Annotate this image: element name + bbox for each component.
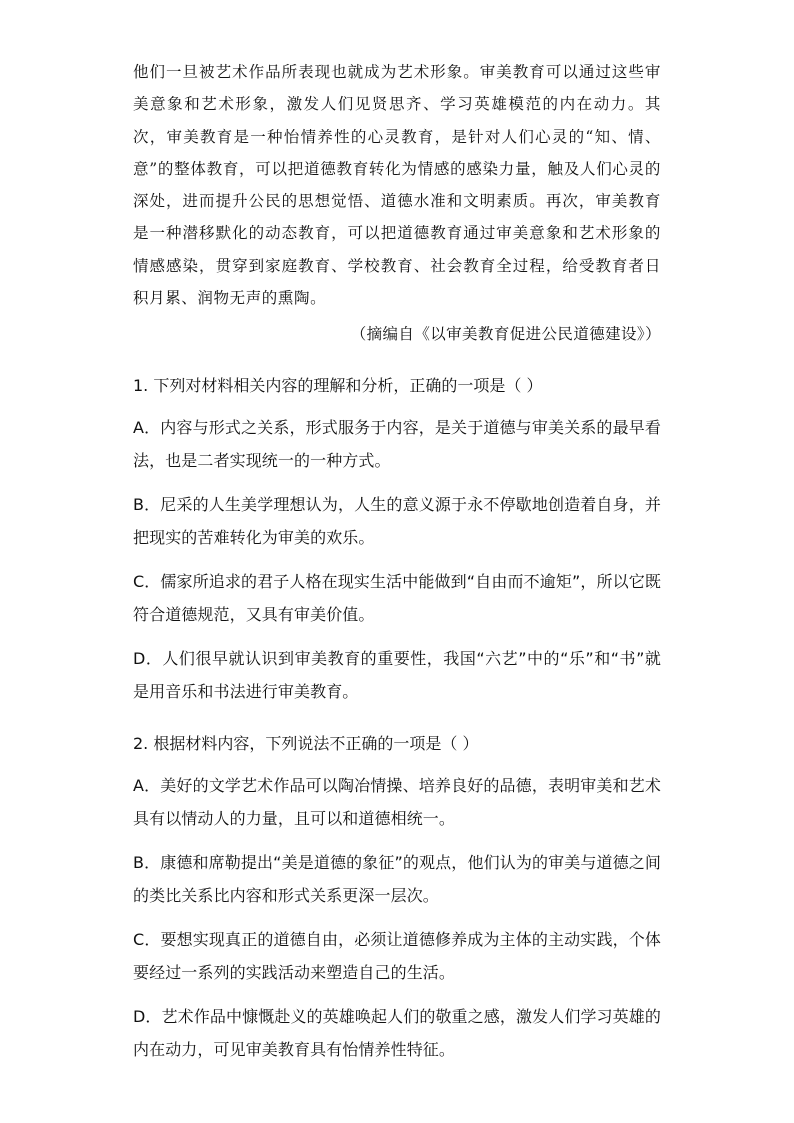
option-b: B．康德和席勒提出“美是道德的象征”的观点，他们认为的审美与道德之间的类比关系比内容和形式关系更深一层次。 [133, 853, 661, 905]
question-1 [133, 370, 661, 708]
option-c: C．儒家所追求的君子人格在现实生活中能做到“自由而不逾矩”，所以它既符合道德规范，又具有审美价值。 [133, 572, 661, 624]
passage-source: （摘编自《以审美教育促进公民道德建设》） [350, 325, 661, 344]
question-2 [133, 728, 661, 1066]
option-b: B．尼采的人生美学理想认为，人生的意义源于永不停歇地创造着自身，并把现实的苦难转化为审美的欢乐。 [133, 495, 661, 547]
option-c: C．要想实现真正的道德自由，必须让道德修养成为主体的主动实践，个体要经过一系列的实践活动来塑造自己的生活。 [133, 930, 661, 982]
option-a: A．内容与形式之关系，形式服务于内容，是关于道德与审美关系的最早看法，也是二者实现统一的一种方式。 [133, 418, 661, 470]
option-d: D．艺术作品中慷慨赴义的英雄唤起人们的敬重之感，激发人们学习英雄的内在动力，可见审美教育具有怡情养性特征。 [133, 1007, 661, 1059]
question-stem: 2. 根据材料内容，下列说法不正确的一项是（ ） [133, 734, 479, 754]
option-d: D．人们很早就认识到审美教育的重要性，我国“六艺”中的“乐”和“书”就是用音乐和书法进行审美教育。 [133, 649, 661, 701]
question-stem: 1. 下列对材料相关内容的理解和分析，正确的一项是（ ） [133, 376, 543, 396]
option-a: A．美好的文学艺术作品可以陶冶情操、培养良好的品德，表明审美和艺术具有以情动人的力量，且可以和道德相统一。 [133, 776, 661, 828]
document-page [133, 56, 661, 1078]
passage-text: 他们一旦被艺术作品所表现也就成为艺术形象。审美教育可以通过这些审美意象和艺术形象，激发人们见贤思齐、学习英雄模范的内在动力。其次，审美教育是一种怡情养性的心灵教育，是针对人们心灵的“知、情、意”的整体教育，可以把道德教育转化为情感的感染力量，触及人们心灵的深处，进而提升公民的思想觉悟、道德水准和文明素质。再次，审美教育是一种潜移默化的动态教育，可以把道德教育通过审美意象和艺术形象的情感感染，贯穿到家庭教育、学校教育、社会教育全过程，给受教育者日积月累、润物无声的熏陶。 [133, 63, 661, 308]
